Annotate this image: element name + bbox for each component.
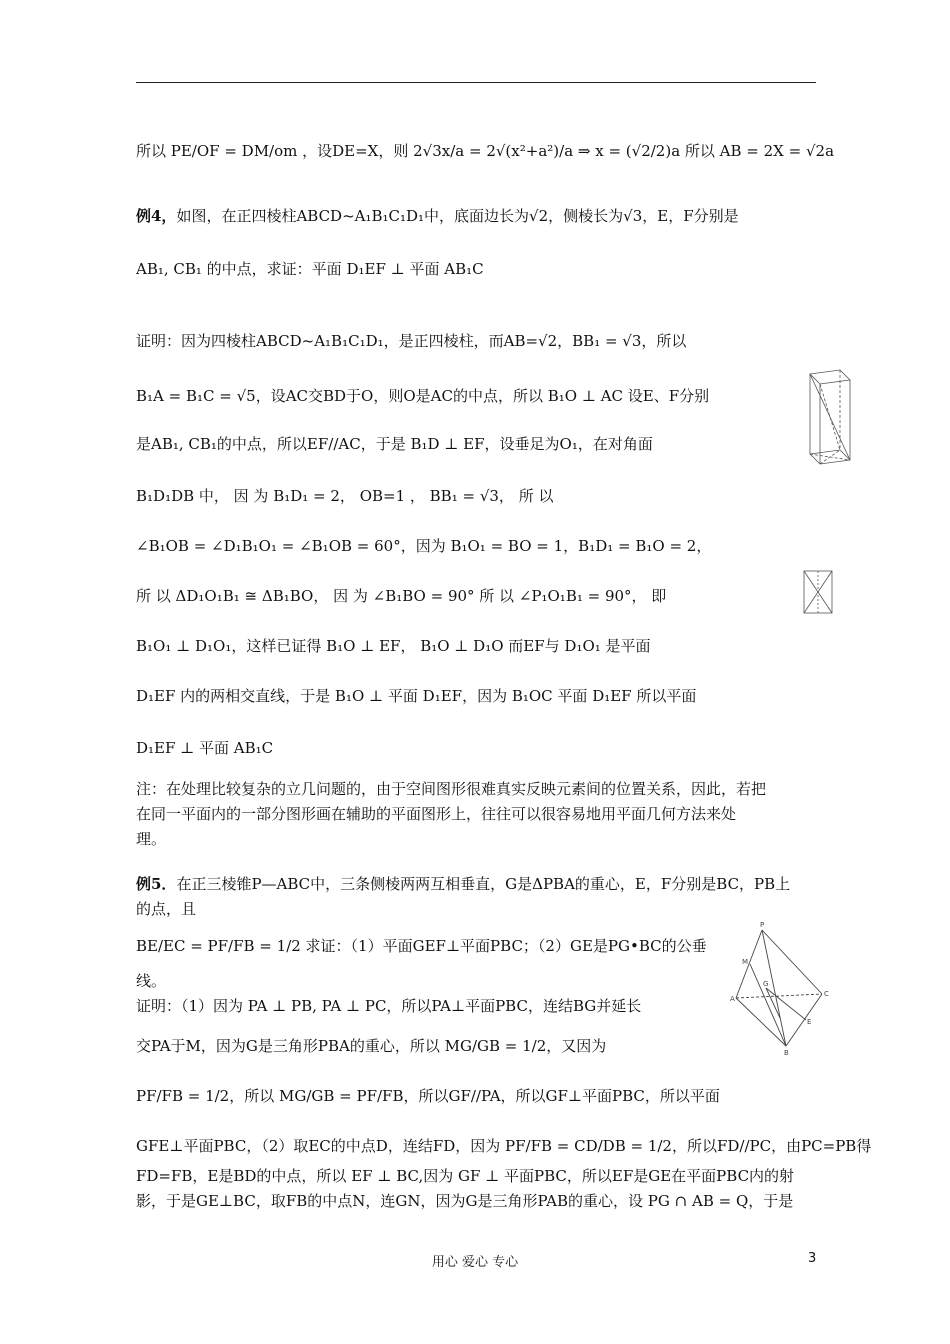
line-text: 的点，且: [136, 900, 197, 918]
text-line: [136, 995, 641, 1017]
text-line: [136, 1085, 720, 1107]
line-text: D₁EF 内的两相交直线，于是 B₁O ⊥ 平面 D₁EF，因为 B₁OC 平面 D₁EF 所以平面: [136, 687, 697, 705]
text-line: [136, 585, 666, 607]
text-line: [136, 898, 196, 920]
text-line: [136, 935, 707, 957]
line-text: GFE⊥平面PBC，（2）取EC的中点D，连结FD，因为 PF/FB = CD/DB = 1/2，所以FD//PC，由PC=PB得: [136, 1137, 872, 1155]
line-text: 所 以 ΔD₁O₁B₁ ≅ ΔB₁BO， 因 为 ∠B₁BO = 90° 所 以 ∠P₁O₁B₁ = 90°， 即: [136, 587, 667, 605]
pyramid-figure: [730, 918, 830, 1058]
example-label: 例5．: [136, 875, 177, 893]
line-text: 证明：（1）因为 PA ⊥ PB, PA ⊥ PC，所以PA⊥平面PBC，连结BG并延长: [136, 997, 642, 1015]
page-number: 3: [808, 1251, 817, 1266]
text-line: [136, 737, 273, 759]
text-line: [136, 828, 166, 850]
svg-text:G: G: [763, 980, 769, 988]
text-line: [136, 330, 686, 352]
text-line: [136, 385, 709, 407]
line-text: FD=FB，E是BD的中点，所以 EF ⊥ BC,因为 GF ⊥ 平面PBC，所以EF是GE在平面PBC内的射: [136, 1167, 795, 1185]
line-text: B₁D₁DB 中， 因 为 B₁D₁ = 2， OB=1 ， BB₁ = √3， 所 以: [136, 487, 554, 505]
line-text: 交PA于M，因为G是三角形PBA的重心，所以 MG/GB = 1/2，又因为: [136, 1037, 607, 1055]
line-text: 证明：因为四棱柱ABCD~A₁B₁C₁D₁，是正四棱柱，而AB=√2，BB₁ = √3，所以: [136, 332, 687, 350]
page-footer: 用心 爱心 专心: [431, 1255, 519, 1270]
text-line: [136, 535, 711, 557]
example-label: 例4，: [136, 207, 177, 225]
text-line: [136, 685, 696, 707]
line-text: 所以 PE/OF = DM/om ，设DE=X，则 2√3x/a = 2√(x²+a²)/a ⇒ x = (√2/2)a 所以 AB = 2X = √2a: [136, 142, 835, 160]
line-text: 注：在处理比较复杂的立几问题的，由于空间图形很难真实反映元素间的位置关系，因此，若把: [136, 780, 767, 798]
text-line: [136, 140, 834, 162]
line-text: 如图，在正四棱柱ABCD~A₁B₁C₁D₁中，底面边长为√2，侧棱长为√3，E，F分别是: [176, 207, 739, 225]
line-text: B₁A = B₁C = √5，设AC交BD于O，则O是AC的中点，所以 B₁O ⊥ AC 设E、F分别: [136, 387, 710, 405]
text-line: [136, 485, 553, 507]
svg-text:P: P: [760, 921, 765, 929]
line-text: B₁O₁ ⊥ D₁O₁，这样已证得 B₁O ⊥ EF， B₁O ⊥ D₁O 而EF与 D₁O₁ 是平面: [136, 637, 651, 655]
text-line: [136, 258, 484, 280]
text-line: [136, 1190, 793, 1212]
text-line: [136, 1135, 871, 1157]
line-text: 理。: [136, 830, 167, 848]
line-text: 是AB₁, CB₁的中点，所以EF//AC，于是 B₁D ⊥ EF，设垂足为O₁，在对角面: [136, 435, 653, 453]
text-line: [136, 1035, 606, 1057]
svg-text:M: M: [742, 958, 749, 966]
line-text: 线。: [136, 972, 167, 990]
svg-text:E: E: [807, 1018, 812, 1026]
line-text: PF/FB = 1/2，所以 MG/GB = PF/FB，所以GF//PA，所以GF⊥平面PBC，所以平面: [136, 1087, 720, 1105]
text-line: [136, 873, 790, 895]
diagonal-plane-figure: [798, 565, 838, 621]
svg-text:C: C: [824, 990, 829, 998]
header-rule: [136, 82, 816, 83]
line-text: BE/EC = PF/FB = 1/2 求证：（1）平面GEF⊥平面PBC；（2）GE是PG•BC的公垂: [136, 937, 707, 955]
line-text: 在同一平面内的一部分图形画在辅助的平面图形上，往往可以很容易地用平面几何方法来处: [136, 805, 737, 823]
prism-figure: [800, 362, 858, 474]
svg-text:B: B: [784, 1049, 789, 1057]
text-line: [136, 1165, 794, 1187]
line-text: ∠B₁OB = ∠D₁B₁O₁ = ∠B₁OB = 60°，因为 B₁O₁ = BO = 1，B₁D₁ = B₁O = 2，: [136, 537, 712, 555]
svg-text:A: A: [730, 995, 735, 1003]
line-text: 影，于是GE⊥BC，取FB的中点N，连GN，因为G是三角形PAB的重心，设 PG ∩ AB = Q，于是: [136, 1192, 794, 1210]
text-line: [136, 803, 736, 825]
line-text: D₁EF ⊥ 平面 AB₁C: [136, 739, 274, 757]
text-line: [136, 778, 766, 800]
text-line: [136, 635, 651, 657]
text-line: [136, 970, 166, 992]
text-line: [136, 433, 653, 455]
line-text: 在正三棱锥P—ABC中，三条侧棱两两互相垂直，G是ΔPBA的重心，E，F分别是BC，PB上: [176, 875, 791, 893]
text-line: [136, 205, 739, 227]
line-text: AB₁, CB₁ 的中点，求证：平面 D₁EF ⊥ 平面 AB₁C: [136, 260, 484, 278]
